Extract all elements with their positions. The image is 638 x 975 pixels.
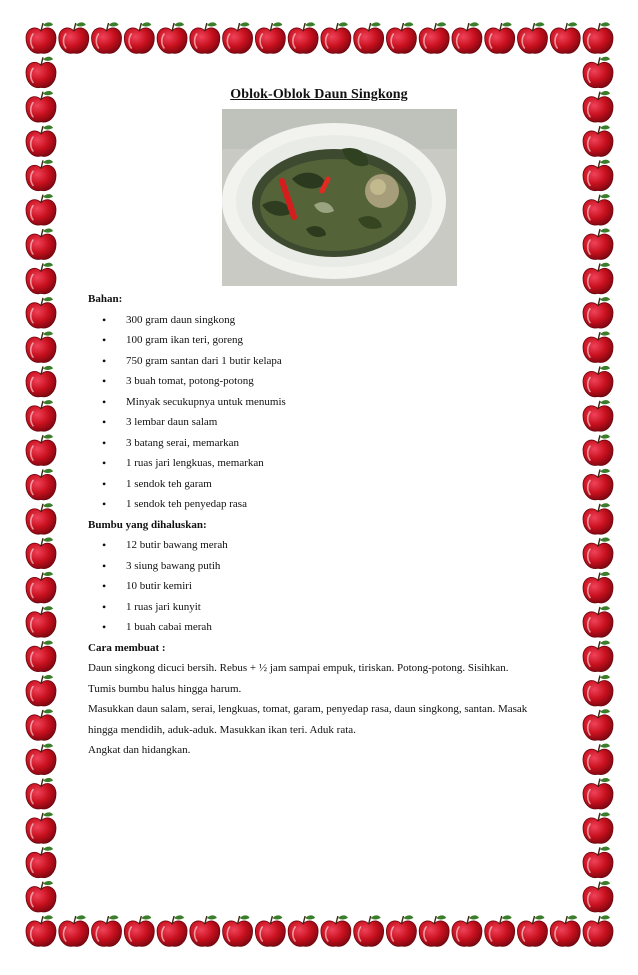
method-line: Tumis bumbu halus hingga harum. — [88, 682, 242, 695]
apple-icon — [59, 22, 89, 53]
list-item: • 3 siung bawang putih — [88, 556, 568, 577]
apple-icon — [223, 915, 253, 946]
apple-icon — [26, 675, 56, 706]
list-item: • 1 sendok teh penyedap rasa — [88, 494, 568, 515]
apple-icon — [583, 263, 613, 294]
apple-icon — [26, 847, 56, 878]
apple-icon — [26, 915, 56, 946]
apple-icon — [386, 915, 416, 946]
apple-icon — [26, 160, 56, 191]
apple-icon — [583, 572, 613, 603]
apple-icon — [26, 331, 56, 362]
apple-icon — [517, 22, 547, 53]
apple-icon — [517, 915, 547, 946]
apple-icon — [583, 881, 613, 912]
list-item: • 3 lembar daun salam — [88, 412, 568, 433]
apple-icon — [419, 915, 449, 946]
apple-icon — [26, 503, 56, 534]
apple-icon — [583, 744, 613, 775]
apple-icon — [26, 641, 56, 672]
apple-icon — [550, 915, 580, 946]
apple-icon — [255, 22, 285, 53]
apple-icon — [26, 57, 56, 88]
apple-icon — [26, 572, 56, 603]
apple-icon — [583, 641, 613, 672]
apple-icon — [26, 744, 56, 775]
apple-icon — [452, 915, 482, 946]
list-item: • 1 ruas jari lengkuas, memarkan — [88, 453, 568, 474]
list-item: • 3 batang serai, memarkan — [88, 433, 568, 454]
apple-icon — [26, 881, 56, 912]
list-item: • 12 butir bawang merah — [88, 535, 568, 556]
apple-icon — [255, 915, 285, 946]
apple-icon — [26, 125, 56, 156]
apple-icon — [26, 435, 56, 466]
apple-icon — [583, 400, 613, 431]
apple-icon — [92, 915, 122, 946]
apple-icon — [583, 194, 613, 225]
apple-icon — [124, 915, 154, 946]
apple-icon — [583, 538, 613, 569]
apple-icon — [26, 297, 56, 328]
apple-icon — [26, 263, 56, 294]
apple-icon — [583, 228, 613, 259]
apple-icon — [26, 538, 56, 569]
list-item: • 10 butir kemiri — [88, 576, 568, 597]
ingredients-heading: Bahan: — [88, 293, 123, 305]
apple-icon — [26, 22, 56, 53]
apple-icon — [583, 125, 613, 156]
apple-icon — [583, 778, 613, 809]
list-item: • 750 gram santan dari 1 butir kelapa — [88, 351, 568, 372]
apple-icon — [321, 22, 351, 53]
apple-icon — [26, 194, 56, 225]
apple-icon — [26, 366, 56, 397]
method-line: hingga mendidih, aduk-aduk. Masukkan ikan teri. Aduk rata. — [88, 723, 356, 736]
apple-icon — [26, 778, 56, 809]
food-photo-icon — [222, 109, 457, 286]
method-heading: Cara membuat : — [88, 641, 166, 654]
food-photo — [222, 109, 457, 286]
recipe-content — [88, 289, 568, 761]
apple-icon — [288, 915, 318, 946]
apple-icon — [583, 160, 613, 191]
apple-icon — [354, 22, 384, 53]
method-line: Masukkan daun salam, serai, lengkuas, tomat, garam, penyedap rasa, daun singkong, santan. Masak — [88, 703, 528, 715]
apple-icon — [288, 22, 318, 53]
apple-icon — [386, 22, 416, 53]
list-item: • 3 buah tomat, potong-potong — [88, 371, 568, 392]
list-item: • 100 gram ikan teri, goreng — [88, 330, 568, 351]
apple-icon — [157, 22, 187, 53]
apple-icon — [583, 57, 613, 88]
apple-icon — [26, 606, 56, 637]
apple-icon — [190, 915, 220, 946]
apple-icon — [124, 22, 154, 53]
method-line: Daun singkong dicuci bersih. Rebus + ½ jam sampai empuk, tiriskan. Potong-potong. Sisihkan. — [88, 662, 509, 674]
apple-icon — [583, 847, 613, 878]
apple-icon — [26, 400, 56, 431]
apple-icon — [452, 22, 482, 53]
apple-icon — [59, 915, 89, 946]
apple-icon — [583, 675, 613, 706]
apple-icon — [583, 469, 613, 500]
apple-icon — [354, 915, 384, 946]
apple-icon — [321, 915, 351, 946]
apple-icon — [26, 709, 56, 740]
apple-icon — [419, 22, 449, 53]
method-line: Angkat dan hidangkan. — [88, 744, 191, 756]
apple-icon — [26, 812, 56, 843]
list-item: • Minyak secukupnya untuk menumis — [88, 392, 568, 413]
apple-icon — [583, 331, 613, 362]
apple-icon — [550, 22, 580, 53]
apple-icon — [157, 915, 187, 946]
apple-icon — [583, 915, 613, 946]
apple-icon — [485, 22, 515, 53]
apple-icon — [583, 435, 613, 466]
apple-icon — [485, 915, 515, 946]
list-item: • 1 buah cabai merah — [88, 617, 568, 638]
apple-icon — [583, 812, 613, 843]
apple-icon — [583, 606, 613, 637]
apple-icon — [583, 709, 613, 740]
list-item: • 1 ruas jari kunyit — [88, 597, 568, 618]
apple-icon — [583, 503, 613, 534]
apple-icon — [92, 22, 122, 53]
apple-icon — [223, 22, 253, 53]
page-title: Oblok-Oblok Daun Singkong — [230, 87, 408, 102]
apple-icon — [26, 469, 56, 500]
apple-icon — [583, 22, 613, 53]
spices-heading: Bumbu yang dihaluskan: — [88, 518, 207, 531]
apple-icon — [26, 228, 56, 259]
list-item: • 1 sendok teh garam — [88, 474, 568, 495]
ingredients-list — [88, 310, 568, 515]
apple-icon — [190, 22, 220, 53]
list-item: • 300 gram daun singkong — [88, 310, 568, 331]
spices-list — [88, 535, 568, 638]
apple-icon — [583, 366, 613, 397]
apple-icon — [583, 297, 613, 328]
